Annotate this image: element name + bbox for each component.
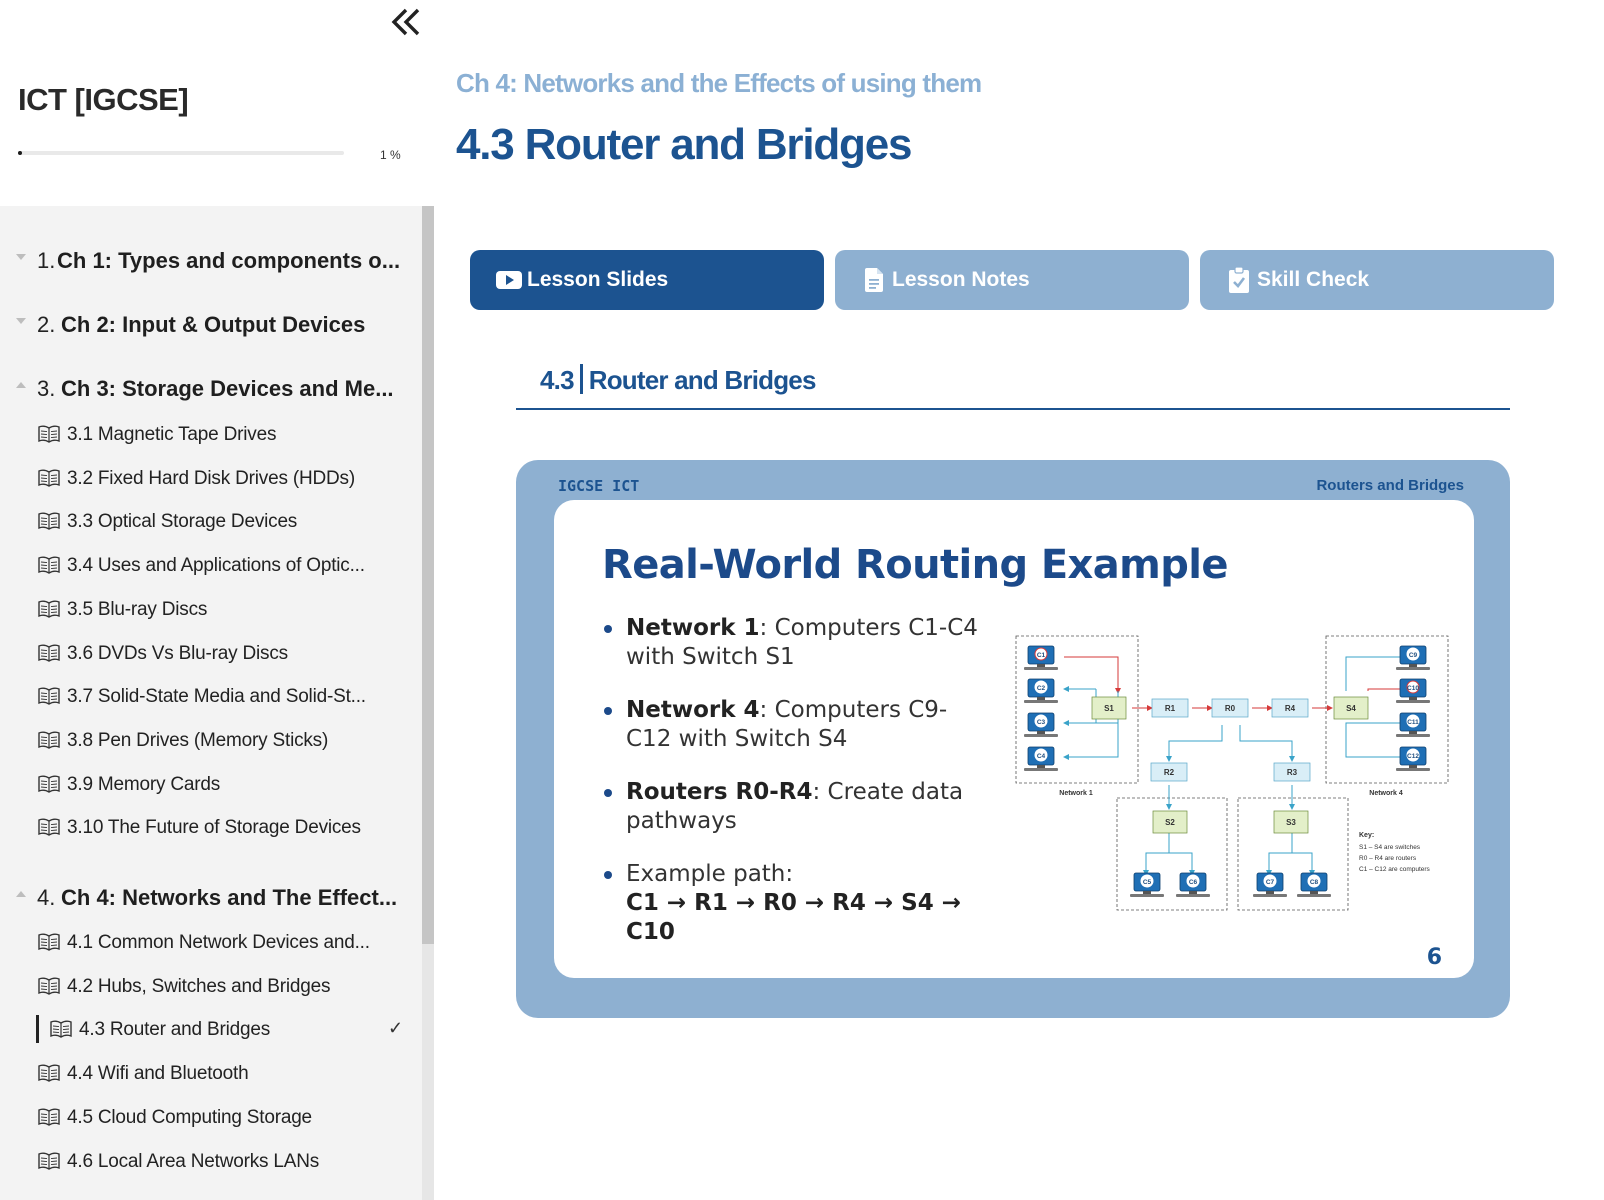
tab-skill-check[interactable]	[1200, 250, 1554, 310]
slide-page-number: 6	[1426, 945, 1442, 970]
lesson-label: 4.3 Router and Bridges	[79, 1019, 270, 1041]
lesson-label: 3.7 Solid-State Media and Solid-St...	[67, 686, 366, 708]
svg-text:C4: C4	[1036, 753, 1046, 760]
lesson-label: 3.10 The Future of Storage Devices	[67, 817, 361, 839]
slide-bullets	[602, 614, 982, 971]
youtube-icon	[495, 268, 523, 292]
lesson-label: 4.5 Cloud Computing Storage	[67, 1106, 312, 1128]
section-number: 4.3	[540, 365, 574, 395]
book-icon	[38, 556, 60, 574]
switch-s1-label: S1	[1104, 704, 1114, 713]
bullet-path: C1 → R1 → R0 → R4 → S4 → C10	[626, 890, 962, 945]
computer-c11	[1396, 713, 1430, 737]
lesson-slide[interactable]	[516, 460, 1510, 1018]
network-1-label: Network 1	[1059, 790, 1093, 797]
check-icon: ✓	[388, 1018, 404, 1039]
book-icon	[38, 775, 60, 793]
section-divider	[516, 408, 1510, 410]
book-icon	[38, 977, 60, 995]
lesson-item[interactable]	[0, 722, 422, 758]
diagram-key-line: R0 – R4 are routers	[1359, 855, 1417, 862]
bullet-bold: Network 4	[626, 697, 760, 723]
bullet-network-1	[602, 614, 982, 672]
slide-heading: Real-World Routing Example	[602, 542, 1228, 588]
lesson-label: 3.8 Pen Drives (Memory Sticks)	[67, 729, 329, 751]
caret-up-icon[interactable]	[16, 891, 26, 897]
svg-text:C10: C10	[1407, 685, 1419, 692]
lesson-label: 3.5 Blu-ray Discs	[67, 598, 208, 620]
computer-c1	[1024, 646, 1058, 670]
svg-text:C5: C5	[1142, 879, 1152, 886]
tab-label: Lesson Slides	[527, 268, 669, 291]
lesson-item[interactable]	[0, 416, 422, 452]
svg-text:C2: C2	[1036, 685, 1046, 692]
bullet-bold: Network 1	[626, 615, 760, 641]
active-lesson-indicator	[36, 1015, 39, 1043]
lesson-item[interactable]	[0, 635, 422, 671]
computer-c9	[1396, 646, 1430, 670]
router-r3-label: R3	[1286, 768, 1298, 777]
slide-topic-label: Routers and Bridges	[1316, 477, 1464, 494]
router-r0-label: R0	[1224, 704, 1236, 713]
tab-label: Skill Check	[1257, 268, 1370, 291]
caret-down-icon[interactable]	[16, 254, 26, 260]
book-icon	[38, 933, 60, 951]
router-r4-label: R4	[1284, 704, 1296, 713]
svg-text:C7: C7	[1265, 879, 1275, 886]
bullet-network-4	[602, 696, 982, 754]
chapter-item-1[interactable]	[0, 239, 422, 279]
lesson-label: 4.6 Local Area Networks LANs	[67, 1150, 320, 1172]
network-4-label: Network 4	[1369, 790, 1403, 797]
switch-s3-label: S3	[1286, 818, 1296, 827]
double-chevron-left-icon	[390, 4, 426, 40]
lesson-item[interactable]	[0, 766, 422, 802]
computer-c3	[1024, 713, 1058, 737]
chapter-title: Ch 4: Networks and The Effect...	[61, 885, 398, 910]
book-icon	[38, 1064, 60, 1082]
diagram-key-line: C1 – C12 are computers	[1359, 866, 1430, 873]
chapter-number: 2.	[37, 312, 56, 337]
lesson-label: 3.2 Fixed Hard Disk Drives (HDDs)	[67, 467, 355, 489]
bullet-text: : Computers C1-C4 with Switch S1	[626, 615, 978, 670]
course-progress-label: 1 %	[380, 148, 401, 162]
chapter-number: 1.	[37, 248, 56, 273]
book-icon	[38, 1152, 60, 1170]
course-title: ICT [IGCSE]	[18, 82, 189, 117]
sidebar-scrollbar-thumb[interactable]	[422, 206, 434, 944]
book-icon	[38, 818, 60, 836]
bullet-example-path	[602, 860, 982, 947]
chapter-number: 4.	[37, 885, 56, 910]
computer-c12	[1396, 747, 1430, 771]
diagram-key-title: Key:	[1359, 832, 1375, 839]
section-name: Router and Bridges	[588, 365, 816, 395]
bullet-text: : Computers C9-C12 with Switch S4	[626, 697, 948, 752]
chapter-item-2[interactable]	[0, 303, 422, 343]
course-outline	[0, 206, 422, 1200]
svg-text:C6: C6	[1188, 879, 1198, 886]
svg-text:C12: C12	[1407, 753, 1419, 760]
book-icon	[38, 687, 60, 705]
lesson-label: 3.6 DVDs Vs Blu-ray Discs	[67, 642, 288, 664]
lesson-item[interactable]	[0, 1143, 422, 1179]
bullet-routers	[602, 778, 982, 836]
caret-down-icon[interactable]	[16, 318, 26, 324]
chapter-item-4[interactable]	[0, 876, 422, 916]
router-r2-label: R2	[1163, 768, 1175, 777]
lesson-label: 3.3 Optical Storage Devices	[67, 511, 298, 533]
svg-text:C9: C9	[1408, 652, 1418, 659]
book-icon	[38, 731, 60, 749]
document-icon	[860, 268, 888, 292]
collapse-sidebar-button[interactable]	[390, 4, 426, 40]
computer-c5	[1130, 873, 1164, 897]
lesson-item[interactable]	[0, 924, 422, 960]
tab-lesson-slides[interactable]	[470, 250, 824, 310]
lesson-heading: 4.3 Router and Bridges	[456, 120, 912, 169]
computer-c7	[1253, 873, 1287, 897]
course-progress-bar	[18, 151, 344, 155]
computer-c8	[1297, 873, 1331, 897]
clipboard-check-icon	[1225, 268, 1253, 292]
book-icon	[38, 425, 60, 443]
lesson-item[interactable]	[0, 1099, 422, 1135]
book-icon	[38, 644, 60, 662]
chapter-title: Ch 3: Storage Devices and Me...	[61, 376, 394, 401]
lesson-label: 3.4 Uses and Applications of Optic...	[67, 555, 365, 577]
switch-s4-label: S4	[1346, 704, 1356, 713]
router-r1-label: R1	[1164, 704, 1176, 713]
lesson-item[interactable]	[0, 460, 422, 496]
section-title	[540, 364, 816, 396]
svg-text:C11: C11	[1407, 719, 1419, 726]
computer-c2	[1024, 679, 1058, 703]
book-icon	[38, 1108, 60, 1126]
chapter-heading: Ch 4: Networks and the Effects of using them	[456, 68, 982, 98]
lesson-item[interactable]	[0, 1011, 422, 1047]
book-icon	[38, 469, 60, 487]
section-separator	[580, 364, 583, 394]
lesson-item[interactable]	[0, 809, 422, 845]
chapter-title: Ch 1: Types and components o...	[57, 248, 401, 273]
computer-c4	[1024, 747, 1058, 771]
bullet-bold: Routers R0-R4	[626, 779, 813, 805]
svg-text:C8: C8	[1309, 879, 1319, 886]
computer-c10	[1396, 679, 1430, 703]
slide-card	[554, 500, 1474, 978]
chapter-title: Ch 2: Input & Output Devices	[61, 312, 366, 337]
lesson-item[interactable]	[0, 547, 422, 583]
switch-s2-label: S2	[1165, 818, 1175, 827]
lesson-label: 4.4 Wifi and Bluetooth	[67, 1063, 249, 1085]
computer-c6	[1176, 873, 1210, 897]
book-icon	[50, 1020, 72, 1038]
bullet-text: : Create data pathways	[626, 779, 964, 834]
course-progress-fill	[18, 151, 22, 155]
lesson-item[interactable]	[0, 968, 422, 1004]
slide-course-label: IGCSE ICT	[558, 477, 640, 495]
bullet-text: Example path:	[626, 861, 794, 887]
chapter-number: 3.	[37, 376, 56, 401]
book-icon	[38, 600, 60, 618]
lesson-item[interactable]	[0, 591, 422, 627]
svg-text:C1: C1	[1036, 652, 1046, 659]
book-icon	[38, 512, 60, 530]
diagram-key-line: S1 – S4 are switches	[1359, 844, 1421, 851]
lesson-item[interactable]	[0, 678, 422, 714]
svg-text:C3: C3	[1036, 719, 1046, 726]
lesson-label: 3.1 Magnetic Tape Drives	[67, 424, 277, 445]
lesson-label: 4.1 Common Network Devices and...	[67, 932, 370, 953]
routing-diagram	[1014, 633, 1454, 913]
lesson-item[interactable]	[0, 1055, 422, 1091]
tab-label: Lesson Notes	[892, 268, 1030, 291]
chapter-item-3[interactable]	[0, 367, 422, 407]
lesson-item[interactable]	[0, 503, 422, 539]
lesson-label: 4.2 Hubs, Switches and Bridges	[67, 975, 331, 997]
lesson-label: 3.9 Memory Cards	[67, 773, 221, 795]
tab-lesson-notes[interactable]	[835, 250, 1189, 310]
caret-up-icon[interactable]	[16, 382, 26, 388]
